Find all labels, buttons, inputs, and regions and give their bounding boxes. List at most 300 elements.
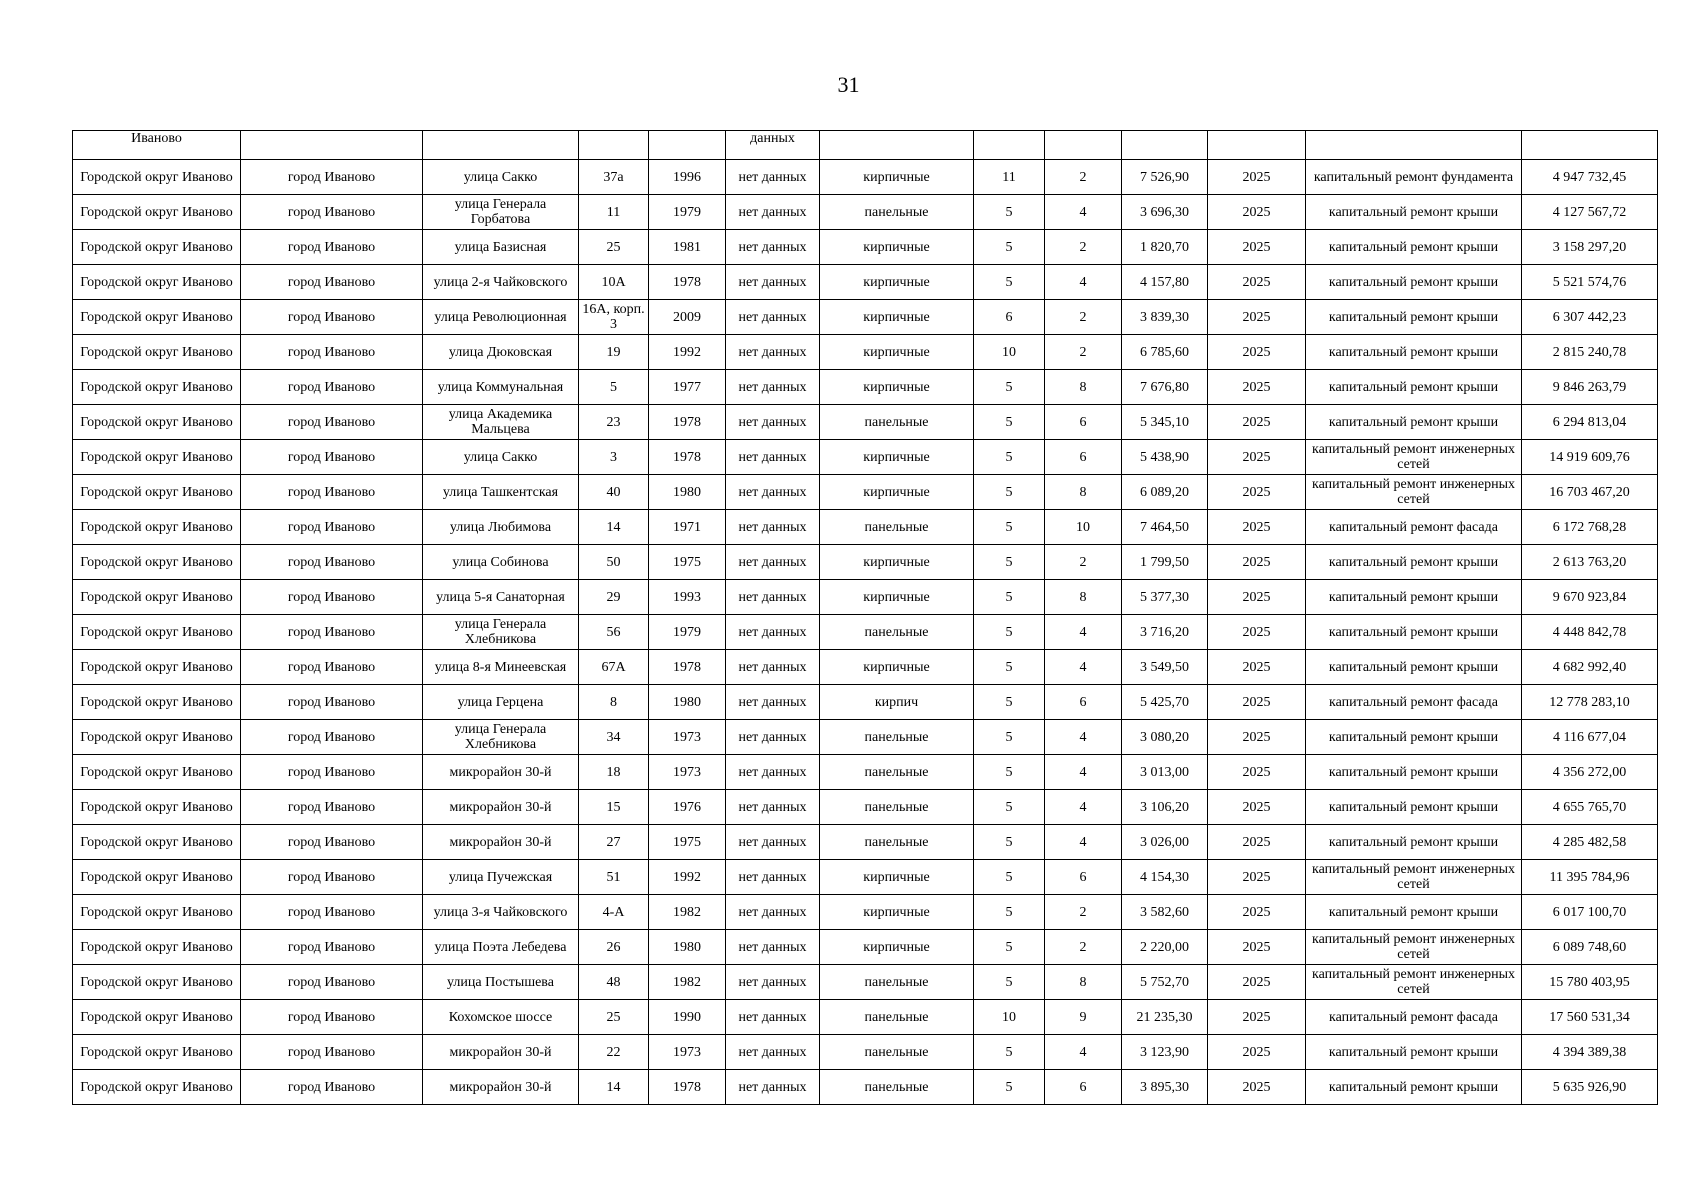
cell-municipality: Городской округ Иваново <box>73 755 241 790</box>
cell-year-first-privatization: нет данных <box>726 370 820 405</box>
cell-municipality: Городской округ Иваново <box>73 580 241 615</box>
cell-entrances: 6 <box>1045 405 1122 440</box>
cell-house-number: 18 <box>579 755 649 790</box>
cell-municipality: Городской округ Иваново <box>73 510 241 545</box>
cell-floors: 11 <box>974 160 1045 195</box>
cell-repair-type: капитальный ремонт инженерных сетей <box>1306 860 1522 895</box>
cell-street: улица Постышева <box>423 965 579 1000</box>
cell-planned-year: 2025 <box>1208 650 1306 685</box>
cell-planned-year: 2025 <box>1208 720 1306 755</box>
cell-entrances: 6 <box>1045 440 1122 475</box>
cell-street: Кохомское шоссе <box>423 1000 579 1035</box>
cell-floors: 5 <box>974 580 1045 615</box>
cell-planned-year: 2025 <box>1208 160 1306 195</box>
cell-settlement: город Иваново <box>241 1070 423 1105</box>
cell-year-first-privatization: нет данных <box>726 230 820 265</box>
cell-year-built: 1973 <box>649 720 726 755</box>
cell-floors: 5 <box>974 685 1045 720</box>
cell-repair-cost: 4 394 389,38 <box>1522 1035 1658 1070</box>
cell-street: улица Академика Мальцева <box>423 405 579 440</box>
cell-municipality: Городской округ Иваново <box>73 860 241 895</box>
cell-year-first-privatization: нет данных <box>726 580 820 615</box>
cell-house-number: 27 <box>579 825 649 860</box>
table-row <box>73 335 1658 370</box>
cell-municipality: Городской округ Иваново <box>73 545 241 580</box>
cell-entrances: 4 <box>1045 195 1122 230</box>
cell-repair-cost: 9 846 263,79 <box>1522 370 1658 405</box>
cell-municipality: Городской округ Иваново <box>73 265 241 300</box>
cell-year-first-privatization: нет данных <box>726 790 820 825</box>
cell-floors: 5 <box>974 965 1045 1000</box>
cell-repair-cost: 6 017 100,70 <box>1522 895 1658 930</box>
cell-street: улица Сакко <box>423 160 579 195</box>
cell-planned-year: 2025 <box>1208 510 1306 545</box>
cell-planned-year: 2025 <box>1208 1000 1306 1035</box>
cell-year-built: 1993 <box>649 580 726 615</box>
cell-total-area <box>1122 131 1208 160</box>
cell-entrances: 2 <box>1045 160 1122 195</box>
cell-year-built: 1990 <box>649 1000 726 1035</box>
table-row <box>73 440 1658 475</box>
cell-floors: 5 <box>974 790 1045 825</box>
cell-entrances <box>1045 131 1122 160</box>
cell-house-number: 15 <box>579 790 649 825</box>
table-row <box>73 720 1658 755</box>
table-row <box>73 1035 1658 1070</box>
cell-repair-cost: 4 285 482,58 <box>1522 825 1658 860</box>
cell-repair-type: капитальный ремонт инженерных сетей <box>1306 440 1522 475</box>
cell-settlement: город Иваново <box>241 650 423 685</box>
cell-house-number: 4-А <box>579 895 649 930</box>
cell-house-number: 37а <box>579 160 649 195</box>
cell-wall-material: кирпичные <box>820 930 974 965</box>
cell-total-area: 5 752,70 <box>1122 965 1208 1000</box>
table-row <box>73 475 1658 510</box>
cell-planned-year: 2025 <box>1208 230 1306 265</box>
cell-repair-type: капитальный ремонт инженерных сетей <box>1306 965 1522 1000</box>
cell-wall-material: панельные <box>820 510 974 545</box>
cell-settlement: город Иваново <box>241 965 423 1000</box>
cell-wall-material: кирпичные <box>820 895 974 930</box>
cell-street: улица Сакко <box>423 440 579 475</box>
cell-repair-cost: 16 703 467,20 <box>1522 475 1658 510</box>
cell-entrances: 4 <box>1045 790 1122 825</box>
cell-floors: 5 <box>974 1070 1045 1105</box>
cell-house-number: 67А <box>579 650 649 685</box>
cell-house-number: 50 <box>579 545 649 580</box>
cell-total-area: 21 235,30 <box>1122 1000 1208 1035</box>
cell-total-area: 3 106,20 <box>1122 790 1208 825</box>
cell-repair-cost: 12 778 283,10 <box>1522 685 1658 720</box>
cell-planned-year: 2025 <box>1208 860 1306 895</box>
cell-planned-year: 2025 <box>1208 440 1306 475</box>
cell-entrances: 8 <box>1045 475 1122 510</box>
cell-floors: 5 <box>974 195 1045 230</box>
cell-total-area: 3 716,20 <box>1122 615 1208 650</box>
table-row <box>73 1000 1658 1035</box>
cell-repair-cost: 4 116 677,04 <box>1522 720 1658 755</box>
cell-house-number: 11 <box>579 195 649 230</box>
table-row <box>73 510 1658 545</box>
table-row <box>73 160 1658 195</box>
cell-year-first-privatization: нет данных <box>726 930 820 965</box>
cell-repair-type: капитальный ремонт крыши <box>1306 755 1522 790</box>
cell-wall-material: кирпичные <box>820 265 974 300</box>
cell-repair-type: капитальный ремонт крыши <box>1306 195 1522 230</box>
cell-floors: 6 <box>974 300 1045 335</box>
cell-street: улица Собинова <box>423 545 579 580</box>
cell-repair-cost: 6 172 768,28 <box>1522 510 1658 545</box>
cell-municipality: Городской округ Иваново <box>73 615 241 650</box>
cell-municipality: Городской округ Иваново <box>73 1035 241 1070</box>
cell-repair-type: капитальный ремонт крыши <box>1306 265 1522 300</box>
cell-floors: 5 <box>974 370 1045 405</box>
cell-house-number: 3 <box>579 440 649 475</box>
cell-entrances: 9 <box>1045 1000 1122 1035</box>
cell-total-area: 3 839,30 <box>1122 300 1208 335</box>
cell-wall-material: панельные <box>820 1000 974 1035</box>
cell-year-first-privatization: нет данных <box>726 335 820 370</box>
cell-street: микрорайон 30-й <box>423 1035 579 1070</box>
cell-repair-cost: 5 521 574,76 <box>1522 265 1658 300</box>
cell-year-built: 1979 <box>649 195 726 230</box>
cell-settlement: город Иваново <box>241 405 423 440</box>
cell-planned-year: 2025 <box>1208 1035 1306 1070</box>
cell-house-number: 10А <box>579 265 649 300</box>
cell-municipality: Городской округ Иваново <box>73 685 241 720</box>
cell-floors: 5 <box>974 895 1045 930</box>
cell-settlement: город Иваново <box>241 790 423 825</box>
cell-repair-type: капитальный ремонт крыши <box>1306 650 1522 685</box>
cell-floors: 5 <box>974 615 1045 650</box>
table-row <box>73 405 1658 440</box>
cell-year-built: 1976 <box>649 790 726 825</box>
cell-entrances: 2 <box>1045 335 1122 370</box>
cell-street: улица Пучежская <box>423 860 579 895</box>
cell-year-built: 1980 <box>649 685 726 720</box>
cell-year-first-privatization: нет данных <box>726 300 820 335</box>
cell-settlement: город Иваново <box>241 580 423 615</box>
cell-street <box>423 131 579 160</box>
cell-house-number: 22 <box>579 1035 649 1070</box>
cell-repair-cost: 5 635 926,90 <box>1522 1070 1658 1105</box>
cell-total-area: 5 438,90 <box>1122 440 1208 475</box>
cell-wall-material <box>820 131 974 160</box>
table-row <box>73 790 1658 825</box>
cell-municipality: Городской округ Иваново <box>73 790 241 825</box>
cell-entrances: 2 <box>1045 545 1122 580</box>
cell-repair-cost: 9 670 923,84 <box>1522 580 1658 615</box>
cell-total-area: 1 799,50 <box>1122 545 1208 580</box>
cell-entrances: 4 <box>1045 825 1122 860</box>
cell-total-area: 4 154,30 <box>1122 860 1208 895</box>
cell-floors: 10 <box>974 1000 1045 1035</box>
cell-floors: 5 <box>974 755 1045 790</box>
cell-repair-type: капитальный ремонт крыши <box>1306 370 1522 405</box>
cell-entrances: 2 <box>1045 895 1122 930</box>
cell-repair-cost: 2 613 763,20 <box>1522 545 1658 580</box>
cell-street: микрорайон 30-й <box>423 1070 579 1105</box>
cell-wall-material: панельные <box>820 615 974 650</box>
cell-settlement: город Иваново <box>241 300 423 335</box>
cell-floors: 5 <box>974 545 1045 580</box>
cell-planned-year: 2025 <box>1208 895 1306 930</box>
cell-year-first-privatization: нет данных <box>726 825 820 860</box>
table-row <box>73 860 1658 895</box>
cell-wall-material: панельные <box>820 825 974 860</box>
cell-settlement: город Иваново <box>241 1035 423 1070</box>
cell-floors: 5 <box>974 230 1045 265</box>
cell-repair-type: капитальный ремонт крыши <box>1306 545 1522 580</box>
cell-entrances: 4 <box>1045 755 1122 790</box>
cell-settlement <box>241 131 423 160</box>
cell-repair-type: капитальный ремонт крыши <box>1306 1070 1522 1105</box>
cell-house-number: 25 <box>579 230 649 265</box>
cell-house-number: 34 <box>579 720 649 755</box>
cell-house-number: 29 <box>579 580 649 615</box>
cell-year-built: 1996 <box>649 160 726 195</box>
cell-street: улица 2-я Чайковского <box>423 265 579 300</box>
cell-street: микрорайон 30-й <box>423 790 579 825</box>
cell-year-built: 2009 <box>649 300 726 335</box>
cell-entrances: 4 <box>1045 1035 1122 1070</box>
cell-wall-material: панельные <box>820 195 974 230</box>
cell-entrances: 4 <box>1045 615 1122 650</box>
cell-municipality: Городской округ Иваново <box>73 475 241 510</box>
cell-repair-cost: 17 560 531,34 <box>1522 1000 1658 1035</box>
cell-wall-material: панельные <box>820 965 974 1000</box>
cell-street: улица Дюковская <box>423 335 579 370</box>
cell-street: улица Поэта Лебедева <box>423 930 579 965</box>
cell-settlement: город Иваново <box>241 265 423 300</box>
cell-floors: 5 <box>974 720 1045 755</box>
cell-settlement: город Иваново <box>241 720 423 755</box>
cell-entrances: 8 <box>1045 370 1122 405</box>
cell-house-number: 48 <box>579 965 649 1000</box>
cell-year-first-privatization: нет данных <box>726 195 820 230</box>
cell-planned-year: 2025 <box>1208 265 1306 300</box>
cell-municipality: Городской округ Иваново <box>73 370 241 405</box>
cell-year-built: 1971 <box>649 510 726 545</box>
cell-planned-year: 2025 <box>1208 790 1306 825</box>
cell-entrances: 6 <box>1045 860 1122 895</box>
cell-repair-cost: 4 356 272,00 <box>1522 755 1658 790</box>
cell-entrances: 2 <box>1045 300 1122 335</box>
cell-floors: 10 <box>974 335 1045 370</box>
cell-repair-type: капитальный ремонт крыши <box>1306 230 1522 265</box>
cell-year-first-privatization: нет данных <box>726 475 820 510</box>
cell-repair-type: капитальный ремонт крыши <box>1306 405 1522 440</box>
cell-repair-type: капитальный ремонт крыши <box>1306 615 1522 650</box>
cell-year-first-privatization: нет данных <box>726 860 820 895</box>
cell-municipality: Городской округ Иваново <box>73 300 241 335</box>
table-row <box>73 230 1658 265</box>
cell-planned-year: 2025 <box>1208 335 1306 370</box>
cell-house-number: 19 <box>579 335 649 370</box>
cell-year-built: 1973 <box>649 1035 726 1070</box>
cell-street: улица Коммунальная <box>423 370 579 405</box>
cell-repair-cost: 4 947 732,45 <box>1522 160 1658 195</box>
cell-municipality: Городской округ Иваново <box>73 720 241 755</box>
cell-planned-year: 2025 <box>1208 475 1306 510</box>
cell-floors: 5 <box>974 930 1045 965</box>
cell-planned-year: 2025 <box>1208 370 1306 405</box>
cell-entrances: 2 <box>1045 230 1122 265</box>
table-row-continuation <box>73 131 1658 160</box>
cell-floors: 5 <box>974 440 1045 475</box>
cell-municipality: Городской округ Иваново <box>73 930 241 965</box>
cell-wall-material: панельные <box>820 1035 974 1070</box>
cell-municipality: Городской округ Иваново <box>73 895 241 930</box>
cell-entrances: 8 <box>1045 965 1122 1000</box>
cell-entrances: 8 <box>1045 580 1122 615</box>
cell-repair-type: капитальный ремонт фасада <box>1306 510 1522 545</box>
cell-settlement: город Иваново <box>241 825 423 860</box>
cell-house-number: 23 <box>579 405 649 440</box>
cell-planned-year: 2025 <box>1208 685 1306 720</box>
cell-total-area: 6 785,60 <box>1122 335 1208 370</box>
cell-entrances: 4 <box>1045 720 1122 755</box>
cell-year-built: 1980 <box>649 475 726 510</box>
cell-house-number: 5 <box>579 370 649 405</box>
cell-street: улица Герцена <box>423 685 579 720</box>
cell-house-number: 14 <box>579 1070 649 1105</box>
cell-wall-material: панельные <box>820 1070 974 1105</box>
cell-street: улица Революционная <box>423 300 579 335</box>
cell-year-first-privatization: нет данных <box>726 1070 820 1105</box>
cell-repair-cost: 6 089 748,60 <box>1522 930 1658 965</box>
cell-wall-material: кирпич <box>820 685 974 720</box>
cell-municipality: Городской округ Иваново <box>73 335 241 370</box>
cell-house-number: 26 <box>579 930 649 965</box>
table-row <box>73 685 1658 720</box>
cell-wall-material: кирпичные <box>820 440 974 475</box>
cell-repair-type: капитальный ремонт инженерных сетей <box>1306 930 1522 965</box>
cell-street: улица Базисная <box>423 230 579 265</box>
cell-total-area: 3 549,50 <box>1122 650 1208 685</box>
cell-year-first-privatization: нет данных <box>726 440 820 475</box>
cell-repair-cost: 6 294 813,04 <box>1522 405 1658 440</box>
cell-repair-cost: 4 682 992,40 <box>1522 650 1658 685</box>
cell-street: улица Любимова <box>423 510 579 545</box>
cell-year-built <box>649 131 726 160</box>
table-row <box>73 615 1658 650</box>
cell-house-number: 56 <box>579 615 649 650</box>
cell-street: улица Генерала Хлебникова <box>423 720 579 755</box>
cell-entrances: 6 <box>1045 685 1122 720</box>
cell-entrances: 4 <box>1045 265 1122 300</box>
cell-planned-year: 2025 <box>1208 930 1306 965</box>
cell-house-number: 8 <box>579 685 649 720</box>
cell-entrances: 6 <box>1045 1070 1122 1105</box>
cell-planned-year: 2025 <box>1208 755 1306 790</box>
cell-repair-type: капитальный ремонт фасада <box>1306 685 1522 720</box>
cell-year-built: 1992 <box>649 335 726 370</box>
table-row <box>73 265 1658 300</box>
cell-wall-material: кирпичные <box>820 300 974 335</box>
table-row <box>73 755 1658 790</box>
cell-wall-material: кирпичные <box>820 370 974 405</box>
cell-municipality: Городской округ Иваново <box>73 650 241 685</box>
cell-floors: 5 <box>974 510 1045 545</box>
cell-repair-cost: 4 655 765,70 <box>1522 790 1658 825</box>
cell-floors <box>974 131 1045 160</box>
cell-repair-type: капитальный ремонт фундамента <box>1306 160 1522 195</box>
cell-total-area: 5 345,10 <box>1122 405 1208 440</box>
cell-total-area: 3 582,60 <box>1122 895 1208 930</box>
cell-year-first-privatization: нет данных <box>726 965 820 1000</box>
cell-wall-material: кирпичные <box>820 335 974 370</box>
cell-year-first-privatization: нет данных <box>726 895 820 930</box>
cell-planned-year: 2025 <box>1208 1070 1306 1105</box>
cell-total-area: 3 696,30 <box>1122 195 1208 230</box>
cell-repair-cost: 6 307 442,23 <box>1522 300 1658 335</box>
table-row <box>73 370 1658 405</box>
cell-entrances: 4 <box>1045 650 1122 685</box>
cell-settlement: город Иваново <box>241 370 423 405</box>
cell-year-first-privatization: нет данных <box>726 265 820 300</box>
cell-planned-year: 2025 <box>1208 965 1306 1000</box>
table-row <box>73 1070 1658 1105</box>
cell-year-first-privatization: нет данных <box>726 720 820 755</box>
table-row <box>73 825 1658 860</box>
cell-year-first-privatization: нет данных <box>726 755 820 790</box>
cell-floors: 5 <box>974 265 1045 300</box>
cell-street: улица 8-я Минеевская <box>423 650 579 685</box>
cell-settlement: город Иваново <box>241 860 423 895</box>
table-row <box>73 930 1658 965</box>
page-number: 31 <box>837 72 860 97</box>
table-row <box>73 895 1658 930</box>
cell-wall-material: кирпичные <box>820 230 974 265</box>
cell-wall-material: панельные <box>820 790 974 825</box>
cell-repair-type <box>1306 131 1522 160</box>
cell-total-area: 5 377,30 <box>1122 580 1208 615</box>
cell-planned-year: 2025 <box>1208 545 1306 580</box>
cell-year-first-privatization: данных <box>726 131 820 160</box>
cell-wall-material: кирпичные <box>820 860 974 895</box>
cell-repair-type: капитальный ремонт крыши <box>1306 1035 1522 1070</box>
cell-year-first-privatization: нет данных <box>726 1035 820 1070</box>
cell-repair-cost: 3 158 297,20 <box>1522 230 1658 265</box>
cell-settlement: город Иваново <box>241 160 423 195</box>
cell-settlement: город Иваново <box>241 335 423 370</box>
cell-year-first-privatization: нет данных <box>726 405 820 440</box>
cell-year-built: 1978 <box>649 1070 726 1105</box>
cell-street: улица Генерала Хлебникова <box>423 615 579 650</box>
cell-settlement: город Иваново <box>241 895 423 930</box>
cell-total-area: 2 220,00 <box>1122 930 1208 965</box>
cell-repair-cost: 15 780 403,95 <box>1522 965 1658 1000</box>
cell-floors: 5 <box>974 405 1045 440</box>
cell-repair-type: капитальный ремонт крыши <box>1306 790 1522 825</box>
cell-floors: 5 <box>974 475 1045 510</box>
cell-municipality: Городской округ Иваново <box>73 405 241 440</box>
cell-planned-year: 2025 <box>1208 195 1306 230</box>
cell-settlement: город Иваново <box>241 615 423 650</box>
cell-street: микрорайон 30-й <box>423 825 579 860</box>
cell-municipality: Городской округ Иваново <box>73 440 241 475</box>
cell-total-area: 1 820,70 <box>1122 230 1208 265</box>
cell-municipality: Городской округ Иваново <box>73 965 241 1000</box>
cell-repair-cost: 4 127 567,72 <box>1522 195 1658 230</box>
cell-wall-material: панельные <box>820 720 974 755</box>
cell-total-area: 4 157,80 <box>1122 265 1208 300</box>
cell-entrances: 10 <box>1045 510 1122 545</box>
cell-year-built: 1992 <box>649 860 726 895</box>
cell-street: улица Ташкентская <box>423 475 579 510</box>
cell-settlement: город Иваново <box>241 545 423 580</box>
